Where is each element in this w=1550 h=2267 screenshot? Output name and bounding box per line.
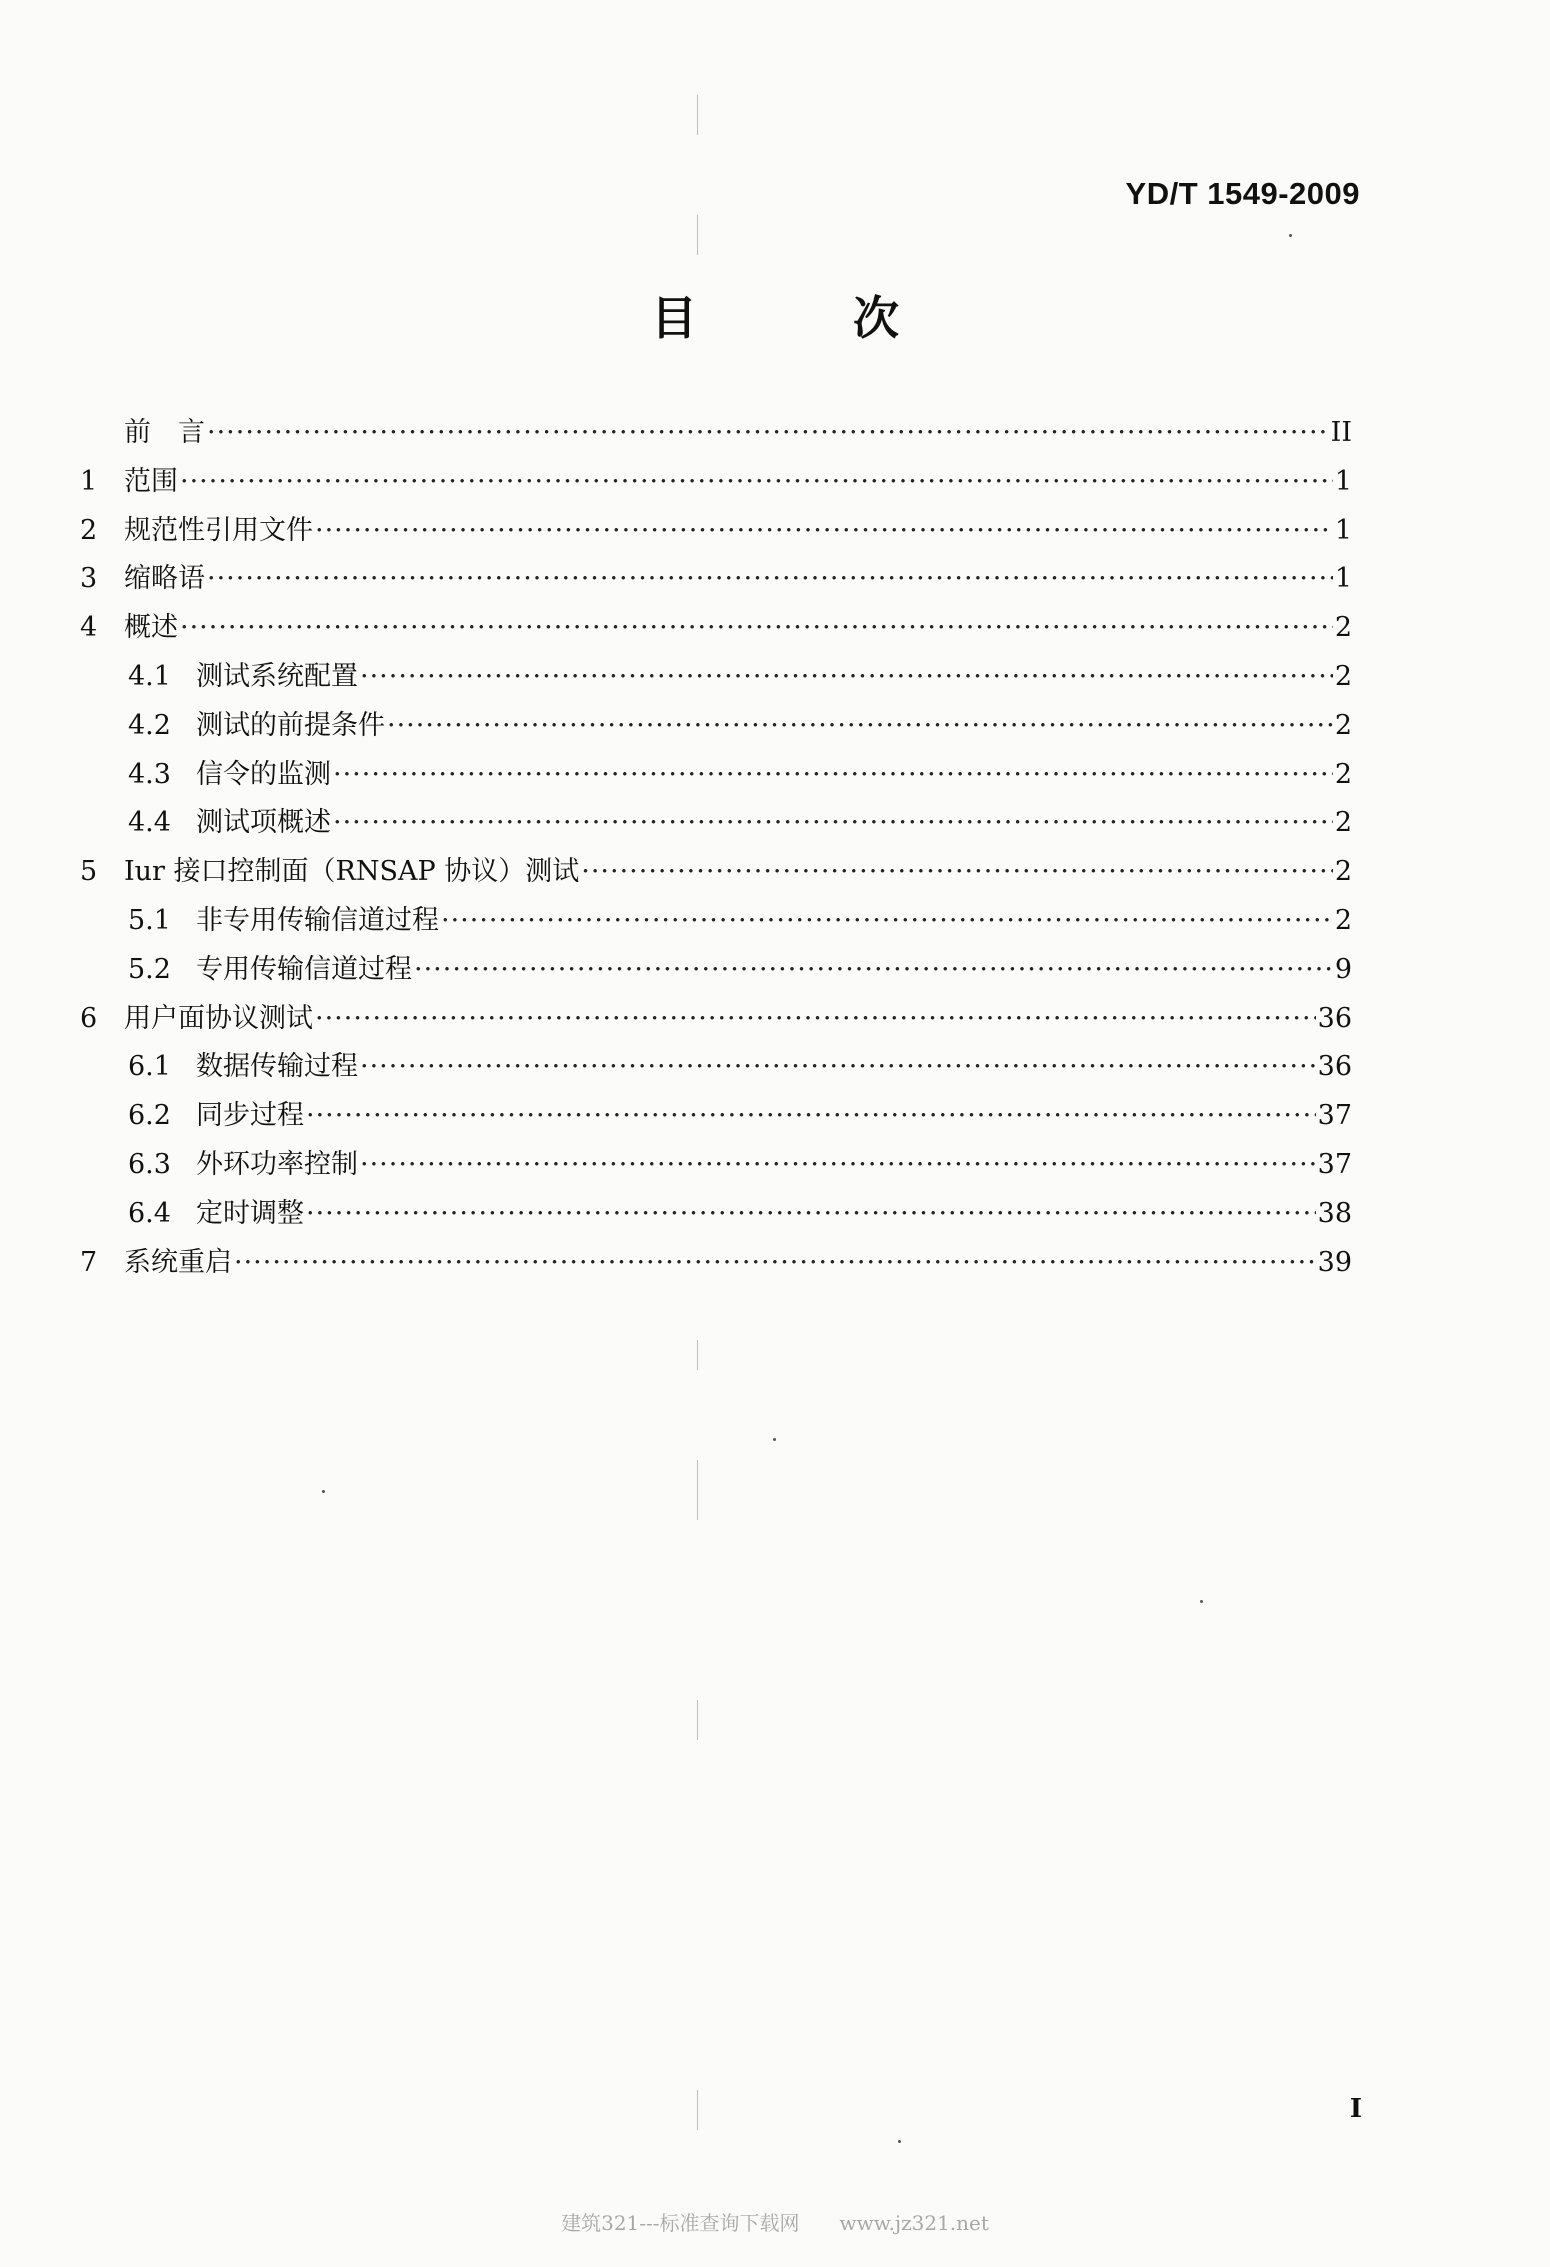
toc-entry-number: 5 xyxy=(80,856,98,888)
scan-speck xyxy=(1200,1600,1203,1603)
toc-entry-label: 系统重启 xyxy=(124,1246,232,1278)
toc-entry-number: 6.4 xyxy=(128,1197,171,1229)
toc-entry-page: 2 xyxy=(1334,758,1352,790)
toc-entry-label: 定时调整 xyxy=(196,1197,304,1229)
toc-leader-dots xyxy=(414,954,1333,985)
scan-artifact-line xyxy=(697,215,698,255)
toc-entry-page: 2 xyxy=(1334,904,1352,936)
toc-leader-dots xyxy=(360,661,1333,692)
toc-entry-label: 专用传输信道过程 xyxy=(196,953,412,985)
toc-leader-dots xyxy=(387,710,1333,741)
toc-entry-label: 测试项概述 xyxy=(196,807,331,839)
toc-leader-dots xyxy=(360,1051,1316,1082)
toc-entry-page: 39 xyxy=(1317,1246,1352,1278)
toc-entry[interactable] xyxy=(80,459,1352,508)
toc-entry[interactable] xyxy=(80,654,1352,703)
scan-artifact-line xyxy=(697,1340,698,1370)
toc-entry-page: 2 xyxy=(1334,856,1352,888)
scan-artifact-line xyxy=(697,2090,698,2130)
standard-number: YD/T 1549-2009 xyxy=(1125,176,1360,211)
scan-speck xyxy=(773,1438,776,1441)
toc-leader-dots xyxy=(180,612,1333,643)
toc-entry-label: 同步过程 xyxy=(196,1100,304,1132)
toc-leader-dots xyxy=(306,1100,1316,1131)
toc-entry-page: 2 xyxy=(1334,807,1352,839)
toc-leader-dots xyxy=(441,905,1333,936)
scan-speck xyxy=(1289,234,1292,237)
scan-artifact-line xyxy=(697,1700,698,1740)
toc-leader-dots xyxy=(581,856,1333,887)
toc-entry-number: 3 xyxy=(80,563,98,595)
toc-entry-label: 范围 xyxy=(124,465,178,497)
toc-entry[interactable] xyxy=(80,556,1352,605)
toc-leader-dots xyxy=(360,1149,1316,1180)
toc-entry-number: 1 xyxy=(80,465,98,497)
toc-leader-dots xyxy=(207,417,1329,448)
toc-entry-page: 36 xyxy=(1317,1002,1352,1034)
toc-entry[interactable] xyxy=(80,849,1352,898)
scan-artifact-line xyxy=(697,95,698,135)
toc-entry-number: 6 xyxy=(80,1002,98,1034)
toc-entry-page: 37 xyxy=(1317,1148,1352,1180)
scan-artifact-line xyxy=(697,1460,698,1520)
toc-entry[interactable] xyxy=(80,996,1352,1045)
toc-entry-page: 2 xyxy=(1334,660,1352,692)
toc-entry-page: 36 xyxy=(1317,1051,1352,1083)
scan-speck xyxy=(898,2140,901,2143)
toc-entry[interactable] xyxy=(80,800,1352,849)
toc-entry[interactable] xyxy=(80,752,1352,801)
toc-entry[interactable] xyxy=(80,947,1352,996)
toc-entry-label: 外环功率控制 xyxy=(196,1148,358,1180)
toc-entry-page: II xyxy=(1330,417,1352,448)
toc-entry-label: 数据传输过程 xyxy=(196,1051,358,1083)
toc-entry-label: 用户面协议测试 xyxy=(124,1002,313,1034)
toc-entry-label: 缩略语 xyxy=(124,563,205,595)
toc-entry-number: 4.1 xyxy=(128,660,171,692)
toc-entry-number: 2 xyxy=(80,514,98,546)
toc-entry[interactable] xyxy=(80,410,1352,459)
toc-entry-page: 2 xyxy=(1334,612,1352,644)
toc-entry-number: 4.4 xyxy=(128,807,171,839)
toc-entry-page: 1 xyxy=(1334,563,1352,595)
toc-entry-label: 概述 xyxy=(124,612,178,644)
toc-entry[interactable] xyxy=(80,1240,1352,1289)
toc-entry-number: 6.1 xyxy=(128,1051,171,1083)
toc-entry-label: 信令的监测 xyxy=(196,758,331,790)
toc-leader-dots xyxy=(234,1247,1316,1278)
page-number: I xyxy=(1349,2094,1362,2124)
toc-entry-page: 1 xyxy=(1334,514,1352,546)
toc-leader-dots xyxy=(207,563,1333,594)
toc-title: 目 次 xyxy=(650,291,969,345)
toc-entry-label: 前 言 xyxy=(124,417,205,448)
toc-entry[interactable] xyxy=(80,1142,1352,1191)
toc-leader-dots xyxy=(315,1003,1316,1034)
toc-leader-dots xyxy=(333,807,1333,838)
toc-entry-number: 4 xyxy=(80,612,98,644)
toc-entry-label: 非专用传输信道过程 xyxy=(196,904,439,936)
toc-entry[interactable] xyxy=(80,703,1352,752)
toc-entry-page: 37 xyxy=(1317,1100,1352,1132)
toc-entry-label: 测试的前提条件 xyxy=(196,709,385,741)
toc-entry-page: 9 xyxy=(1334,953,1352,985)
toc-entry-page: 1 xyxy=(1334,465,1352,497)
toc-entry[interactable] xyxy=(80,1191,1352,1240)
toc-entry[interactable] xyxy=(80,508,1352,557)
toc-leader-dots xyxy=(180,466,1333,497)
toc-entry-number: 6.3 xyxy=(128,1148,171,1180)
toc-entry-page: 38 xyxy=(1317,1197,1352,1229)
toc-leader-dots xyxy=(315,515,1333,546)
toc-entry-page: 2 xyxy=(1334,709,1352,741)
toc-leader-dots xyxy=(333,759,1333,790)
watermark-footer: 建筑321---标准查询下载网 www.jz321.net xyxy=(561,2211,989,2235)
toc-leader-dots xyxy=(306,1198,1316,1229)
toc-entry-label: 测试系统配置 xyxy=(196,660,358,692)
toc-entry[interactable] xyxy=(80,1093,1352,1142)
toc-entry-number: 5.1 xyxy=(128,904,171,936)
toc-entry[interactable] xyxy=(80,1044,1352,1093)
toc-entry-number: 4.2 xyxy=(128,709,171,741)
toc-entry-number: 5.2 xyxy=(128,953,171,985)
toc-entry-number: 7 xyxy=(80,1246,98,1278)
toc-entry-label: Iur 接口控制面（RNSAP 协议）测试 xyxy=(124,856,580,888)
toc-entry-number: 4.3 xyxy=(128,758,171,790)
toc-entry[interactable] xyxy=(80,898,1352,947)
scan-speck xyxy=(322,1490,325,1493)
toc-entry[interactable] xyxy=(80,605,1352,654)
table-of-contents xyxy=(80,410,1352,1288)
toc-entry-number: 6.2 xyxy=(128,1100,171,1132)
toc-entry-label: 规范性引用文件 xyxy=(124,514,313,546)
